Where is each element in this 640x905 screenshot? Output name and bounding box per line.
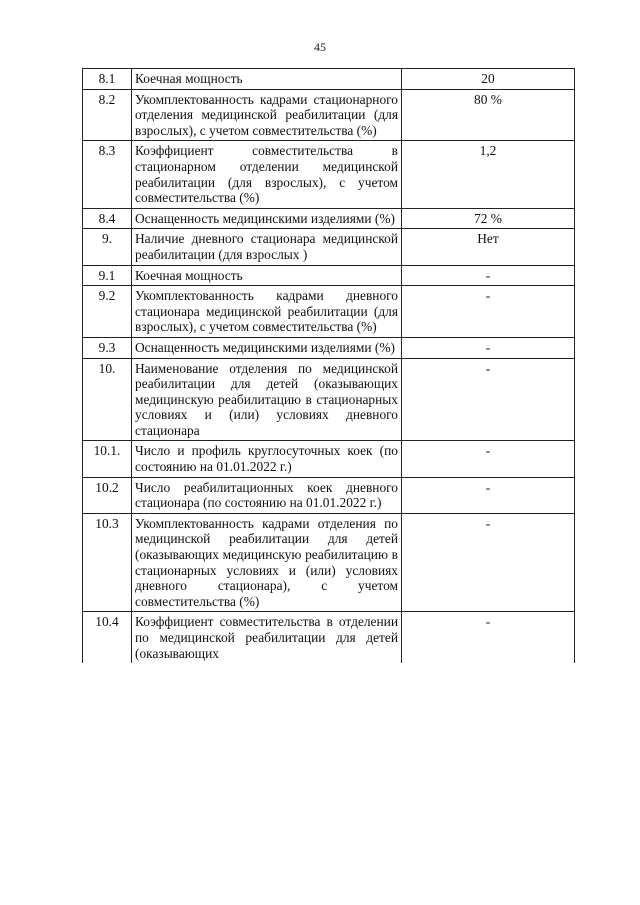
row-number: 9.3 xyxy=(83,337,132,358)
row-indicator: Наименование отделения по медицинской реабилитации для детей (оказывающих медицинскую реабилитацию в стационарных условиях и (или) условиях дневного стационара xyxy=(132,358,402,441)
row-indicator: Укомплектованность кадрами стационарного отделения медицинской реабилитации (для взрослых), с учетом совместительства (%) xyxy=(132,89,402,141)
row-value: - xyxy=(402,513,575,612)
indicators-table xyxy=(82,68,575,663)
table-row xyxy=(83,229,575,265)
row-number: 10. xyxy=(83,358,132,441)
table-row xyxy=(83,337,575,358)
row-indicator: Число и профиль круглосуточных коек (по состоянию на 01.01.2022 г.) xyxy=(132,441,402,477)
row-number: 9.2 xyxy=(83,286,132,338)
row-value: - xyxy=(402,286,575,338)
table-row xyxy=(83,513,575,612)
row-value: - xyxy=(402,337,575,358)
table-row xyxy=(83,286,575,338)
row-number: 8.1 xyxy=(83,69,132,90)
row-indicator: Число реабилитационных коек дневного стационара (по состоянию на 01.01.2022 г.) xyxy=(132,477,402,513)
row-number: 10.3 xyxy=(83,513,132,612)
table-row xyxy=(83,141,575,208)
row-number: 9. xyxy=(83,229,132,265)
table-row xyxy=(83,89,575,141)
row-number: 8.4 xyxy=(83,208,132,229)
row-indicator: Укомплектованность кадрами дневного стационара медицинской реабилитации (для взрослых), с учетом совместительства (%) xyxy=(132,286,402,338)
table-row xyxy=(83,612,575,663)
row-value: - xyxy=(402,358,575,441)
row-indicator: Оснащенность медицинскими изделиями (%) xyxy=(132,208,402,229)
table-row xyxy=(83,477,575,513)
row-indicator: Коэффициент совместительства в стационарном отделении медицинской реабилитации (для взрослых), с учетом совместительства (%) xyxy=(132,141,402,208)
table-row xyxy=(83,208,575,229)
row-value: 72 % xyxy=(402,208,575,229)
row-indicator: Коэффициент совместительства в отделении по медицинской реабилитации для детей (оказывающих xyxy=(132,612,402,663)
row-value: 80 % xyxy=(402,89,575,141)
row-number: 8.3 xyxy=(83,141,132,208)
row-indicator: Наличие дневного стационара медицинской реабилитации (для взрослых ) xyxy=(132,229,402,265)
table-row xyxy=(83,69,575,90)
row-indicator: Оснащенность медицинскими изделиями (%) xyxy=(132,337,402,358)
row-value: 20 xyxy=(402,69,575,90)
row-number: 10.2 xyxy=(83,477,132,513)
row-indicator: Коечная мощность xyxy=(132,265,402,286)
row-value: - xyxy=(402,477,575,513)
page-number: 45 xyxy=(314,40,326,54)
row-indicator: Коечная мощность xyxy=(132,69,402,90)
row-value: - xyxy=(402,265,575,286)
row-indicator: Укомплектованность кадрами отделения по медицинской реабилитации для детей (оказывающих медицинскую реабилитацию в стационарных условиях и (или) условиях дневного стационара), с учетом совместительства (%) xyxy=(132,513,402,612)
row-number: 10.1. xyxy=(83,441,132,477)
row-value: - xyxy=(402,612,575,663)
row-number: 10.4 xyxy=(83,612,132,663)
row-number: 8.2 xyxy=(83,89,132,141)
row-number: 9.1 xyxy=(83,265,132,286)
table-row xyxy=(83,358,575,441)
row-value: Нет xyxy=(402,229,575,265)
row-value: - xyxy=(402,441,575,477)
table-row xyxy=(83,441,575,477)
table-row xyxy=(83,265,575,286)
row-value: 1,2 xyxy=(402,141,575,208)
